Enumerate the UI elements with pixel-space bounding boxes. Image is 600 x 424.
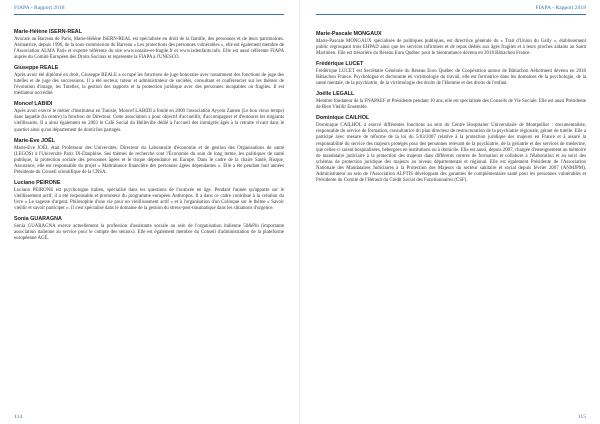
bio-text: Après avoir été diplômé en droit, Giuseppe REALE a occupé les fonctions de juge honoraire avec notamment des fonctions de juge des tutelles et de juge des successions. Il a été secteur, tuteur et administrateur de sociétés, consultant et conférencier sur les thèmes de l'évolution d'image, les Tutelles, la gestion des rapports et la protection juridique avec des personnes incapables ou fragiles. Il est médiateur accrédité. [14,73,284,97]
bio-text: Sonia GUARAGNA exerce actuellement la profession d'assistante sociale au sein de l'organisation italienne 50&Più (importante association italienne au service pour le compte des seniors). Elle est également membre du Conseil d'administration de la plateforme européenne AGE. [14,223,284,242]
bio-text: Après avoir exercé le métier d'instituteur en Tunisie, Moncef LABIDI a fondé en 2000 l'association Ayyem Zamen (Le bon vieux temps) dans laquelle (la centre) la fonction de Directeur. Cette association a pour objectif d'accueillir, d'accompagner et d'entourer les migrants vieillissants. Il a ainsi également en 2003 le Café Social du Belleville dédié à l'accueil des immigrés âgés à la retraite vivant dans le quartier ainsi qu'au département de domiciles partagés. [14,109,284,133]
page-number-right: 115 [577,414,586,420]
bio-name: Moncef LABIDI [14,101,53,108]
right-content [316,31,586,184]
bio-entry [316,91,586,111]
bio-name: Frédérique LUCET [316,61,364,68]
bio-entry [14,180,284,212]
bio-text: Frédérique LUCET est Secrétaire Générale du Réseau Euro Québec de Coopération autour de Bâtiachon Aéhorment devenu en 2018 Bâtiachon France. Psychologue et doctorante en victimologie du travail, elle est formatrice dans les domaines de la psychologie, de la santé mentale, de la psychiatrie, de la victimologie des droits de l'Homme et des droits de l'enfant. [316,69,586,87]
right-page [300,0,600,424]
bio-name: Joëlle LEGALL [316,91,355,98]
bio-name: Giuseppe REALE [14,65,59,72]
bio-name: Sonia GUARAGNA [14,215,62,222]
running-head-right: FIAPA - Rapport 2018 [316,3,586,15]
bio-text: Marie-Eve JOËL était Professeur des Universités, Directeur du Laboratoire d'économie et de gestion des Organisations de santé (LEGOS) à l'Université Paris IX-Dauphine. Ses thèmes de recherche sont l'Économie du soin de long terme, les politiques de santé publique, la protection sociale des personnes âgées et le risque dépendance en Europe. Dans le cadre de la chaire Santé, Risque, Assurance, elle est responsable du projet « Maltraitance financière des personnes âgées dépendantes ». Elle a été pendant huit années Présidente du Conseil scientifique de la CNSA. [14,145,284,175]
bio-entry [316,115,586,183]
bio-text: Membre fondateur de la FNAPAEF et Présidente pendant 10 ans, elle est spécialisée des Conseils de Vie Sociale. Elle est aussi Présidente de Bien Vieillir Ensemble. [316,99,586,111]
bio-text: Luciano PEIRONE est psychologue italien, spécialisé dans les questions de l'avancée en âge. Pendant l'année qu'apporte sur le vieillissement actif, il a été responsable et promoteur du programme européen Anthropos. Il a dans ce cadre contribué à la création du livre « Le sagesse d'argent. Philosophie d'une vie pour un vieillissement actif » et à l'organisation d'un Colloque sur le thème « Savoir vieillir et savoir participer ». Il s'est spécialisé dans le domaine de la gestion du stress-post-traumatique dans les situations d'urgence. [14,187,284,211]
bio-entry [14,65,284,97]
page-number-left: 114 [14,414,23,420]
bio-entry [14,29,284,61]
bio-entry [14,216,284,242]
bio-text: Dominique CAILHOL a exercé différentes fonctions au sein du Centre Hospitalier Universitaire de Montpellier : documentaliste, responsable du service de formation, consultatrice du plan directeur de restructuration de la psychiatrie régionale, gérant de tutelle. Elle a participé avec mesure de réforme de la loi du 5/03/2007 relative à la protection juridique des majeurs en France et à assuré la responsabilité du service des majeurs protégés pour des personnes relevant de la psychiatrie, de la gériatrie et des services de médecine, que celles-ci soient hospitalisées, hébergées en institutions ou à domicile. Elle est aussi, depuis 2007, chargée d'enseignement au mémoire de mandataire judiciaire à la protection des majeurs dans différents centres de formation et collabore à l'élaboration et au suivi des schémas de protection juridique des majeurs au niveau départemental et régional. Elle est également Présidente de l'Association Nationale des Mandataires Judiciaires à la Protection des Majeurs du secteur sanitaire et social depuis février 2007 (ANMJPM), Administrateur au sein de l'Association ALPTIS développant des garanties de complémentaire santé pour les personnes vulnérables et Présidente du Comité de l'Hérault du Crédit Social des Fonctionnaires (CSF). [316,123,586,183]
bio-name: Marie-Eve JOËL [14,137,56,144]
bio-entry [14,101,284,133]
bio-name: Luciano PEIRONE [14,179,61,186]
bio-entry [14,138,284,176]
running-head-left: FIAPA - Rapport 2018 [14,3,284,15]
bio-text: Marie-Pascale MONGAUX spécialisée de politiques publiques, est directrice générale du « Trait d'Union du Gally », établissement public regroupant trois EHPAD ainsi que les services infirmiers et de repas dédiés aux âgés fragiles et à leurs proches aidants au Saint Martinien. Elle est trésorière du Réseau Euro Québec pour le bientraitance devenu en 2018 Bâtiachon France. [316,39,586,57]
left-content [14,29,284,242]
bio-name: Dominique CAILHOL [316,115,370,122]
bio-text: Avocate au Barreau de Paris, Marie-Hélène ISERN-REAL est spécialisée en droit de la famille, des personnes et de leurs patrimoines. Animatrice, depuis 1996, de la sous-commission du Barreau « Les protections des personnes vulnérables », elle est également membre de l'Association ALMA Paris et experte référente du site www.notaire-et-fragile.fr et www.isdenfants.info. Elle est aussi référente FIAPA auprès du Comité Européen des Droits Sociaux et représente la FIAPA à l'UNESCO. [14,37,284,61]
bio-entry [316,31,586,57]
bio-name: Marie-Hélène ISERN-REAL [14,29,82,35]
bio-entry [316,61,586,87]
bio-name: Marie-Pascale MONGAUX [316,31,382,37]
